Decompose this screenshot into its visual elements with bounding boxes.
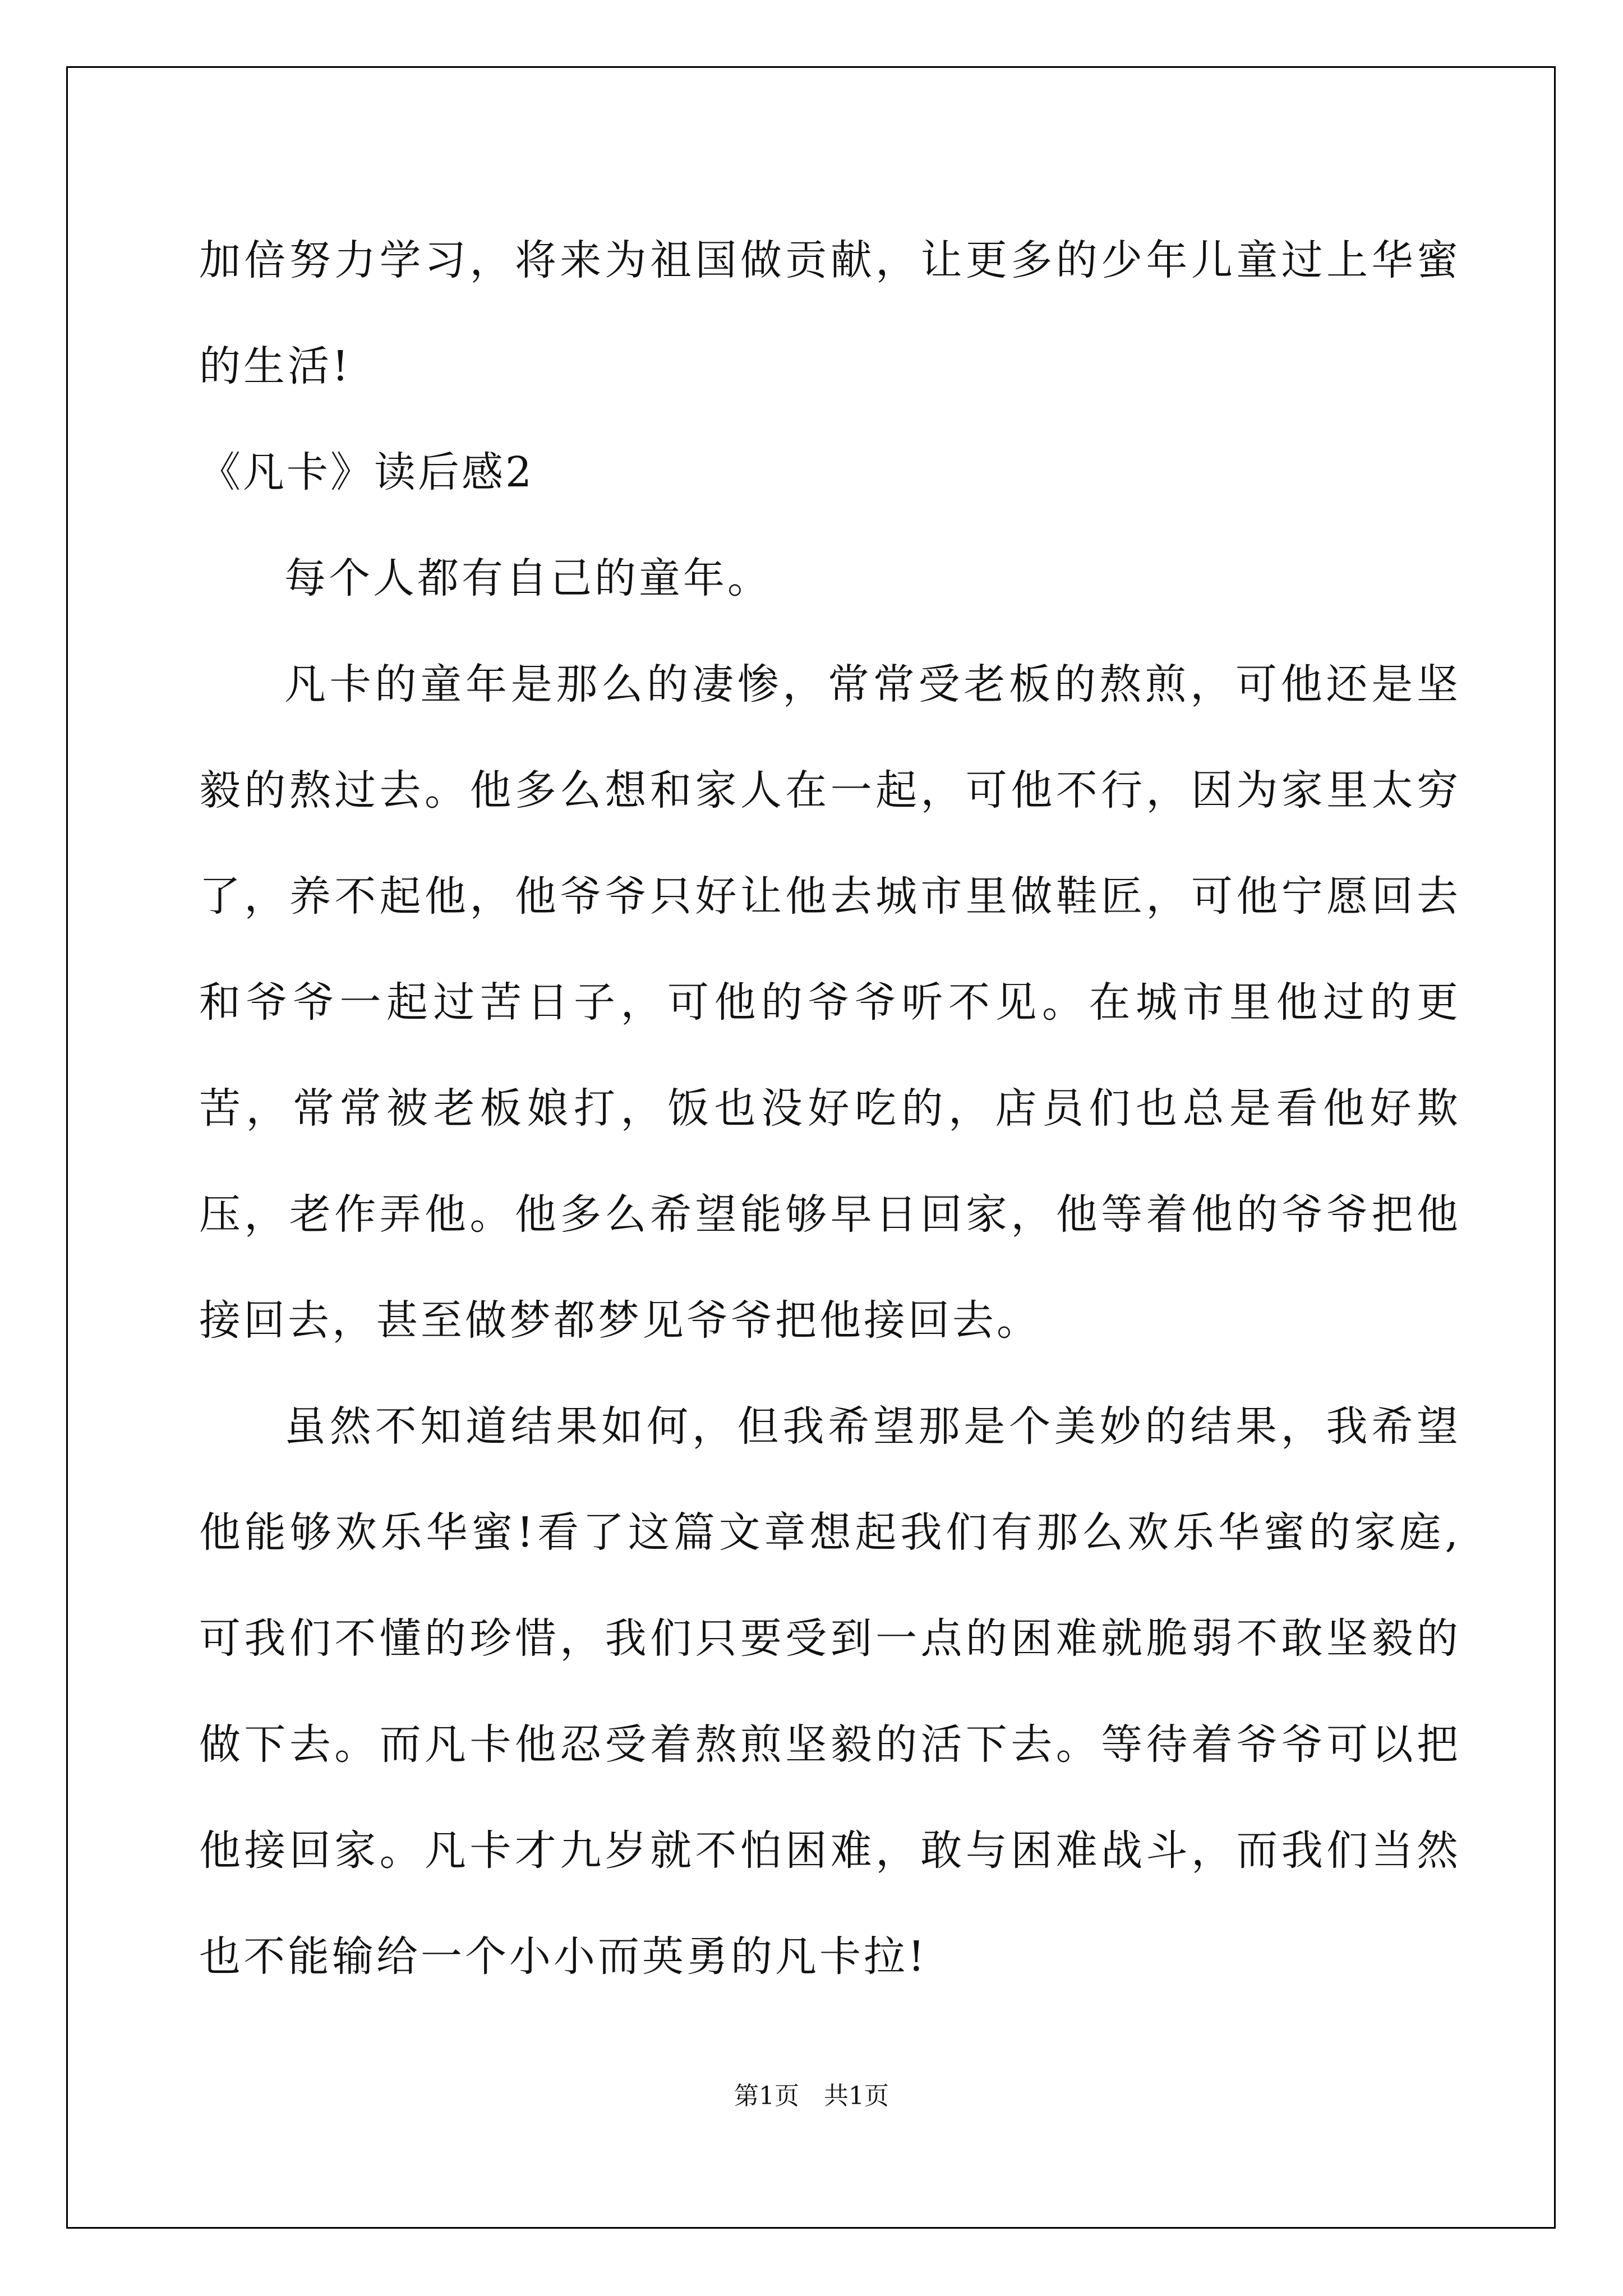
paragraph-story: 凡卡的童年是那么的凄惨，常常受老板的熬煎，可他还是坚毅的熬过去。他多么想和家人在一起，可他不行，因为家里太穷了，养不起他，他爷爷只好让他去城市里做鞋匠，可他宁愿回去和爷爷一起过苦日子，可他的爷爷听不见。在城市里他过的更苦，常常被老板娘打，饭也没好吃的，店员们也总是看他好欺压，老作弄他。他多么希望能够早日回家，他等着他的爷爷把他接回去，甚至做梦都梦见爷爷把他接回去。 <box>199 660 1461 1345</box>
section-heading: 《凡卡》读后感2 <box>199 448 534 496</box>
page-footer <box>0 2076 1623 2111</box>
paragraph-continuation: 加倍努力学习，将来为祖国做贡献，让更多的少年儿童过上华蜜的生活! <box>199 236 1461 390</box>
page-number: 第1页 <box>734 2082 799 2110</box>
page-total: 共1页 <box>824 2082 889 2110</box>
paragraph-intro: 每个人都有自己的童年。 <box>284 554 772 602</box>
paragraph-reflection: 虽然不知道结果如何，但我希望那是个美妙的结果，我希望他能够欢乐华蜜!看了这篇文章想起我们有那么欢乐华蜜的家庭,可我们不懂的珍惜，我们只要受到一点的困难就脆弱不敢坚毅的做下去。而凡卡他忍受着熬煎坚毅的活下去。等待着爷爷可以把他接回家。凡卡才九岁就不怕困难，敢与困难战斗，而我们当然也不能输给一个小小而英勇的凡卡拉! <box>199 1402 1461 1981</box>
document-body <box>199 208 1461 2010</box>
